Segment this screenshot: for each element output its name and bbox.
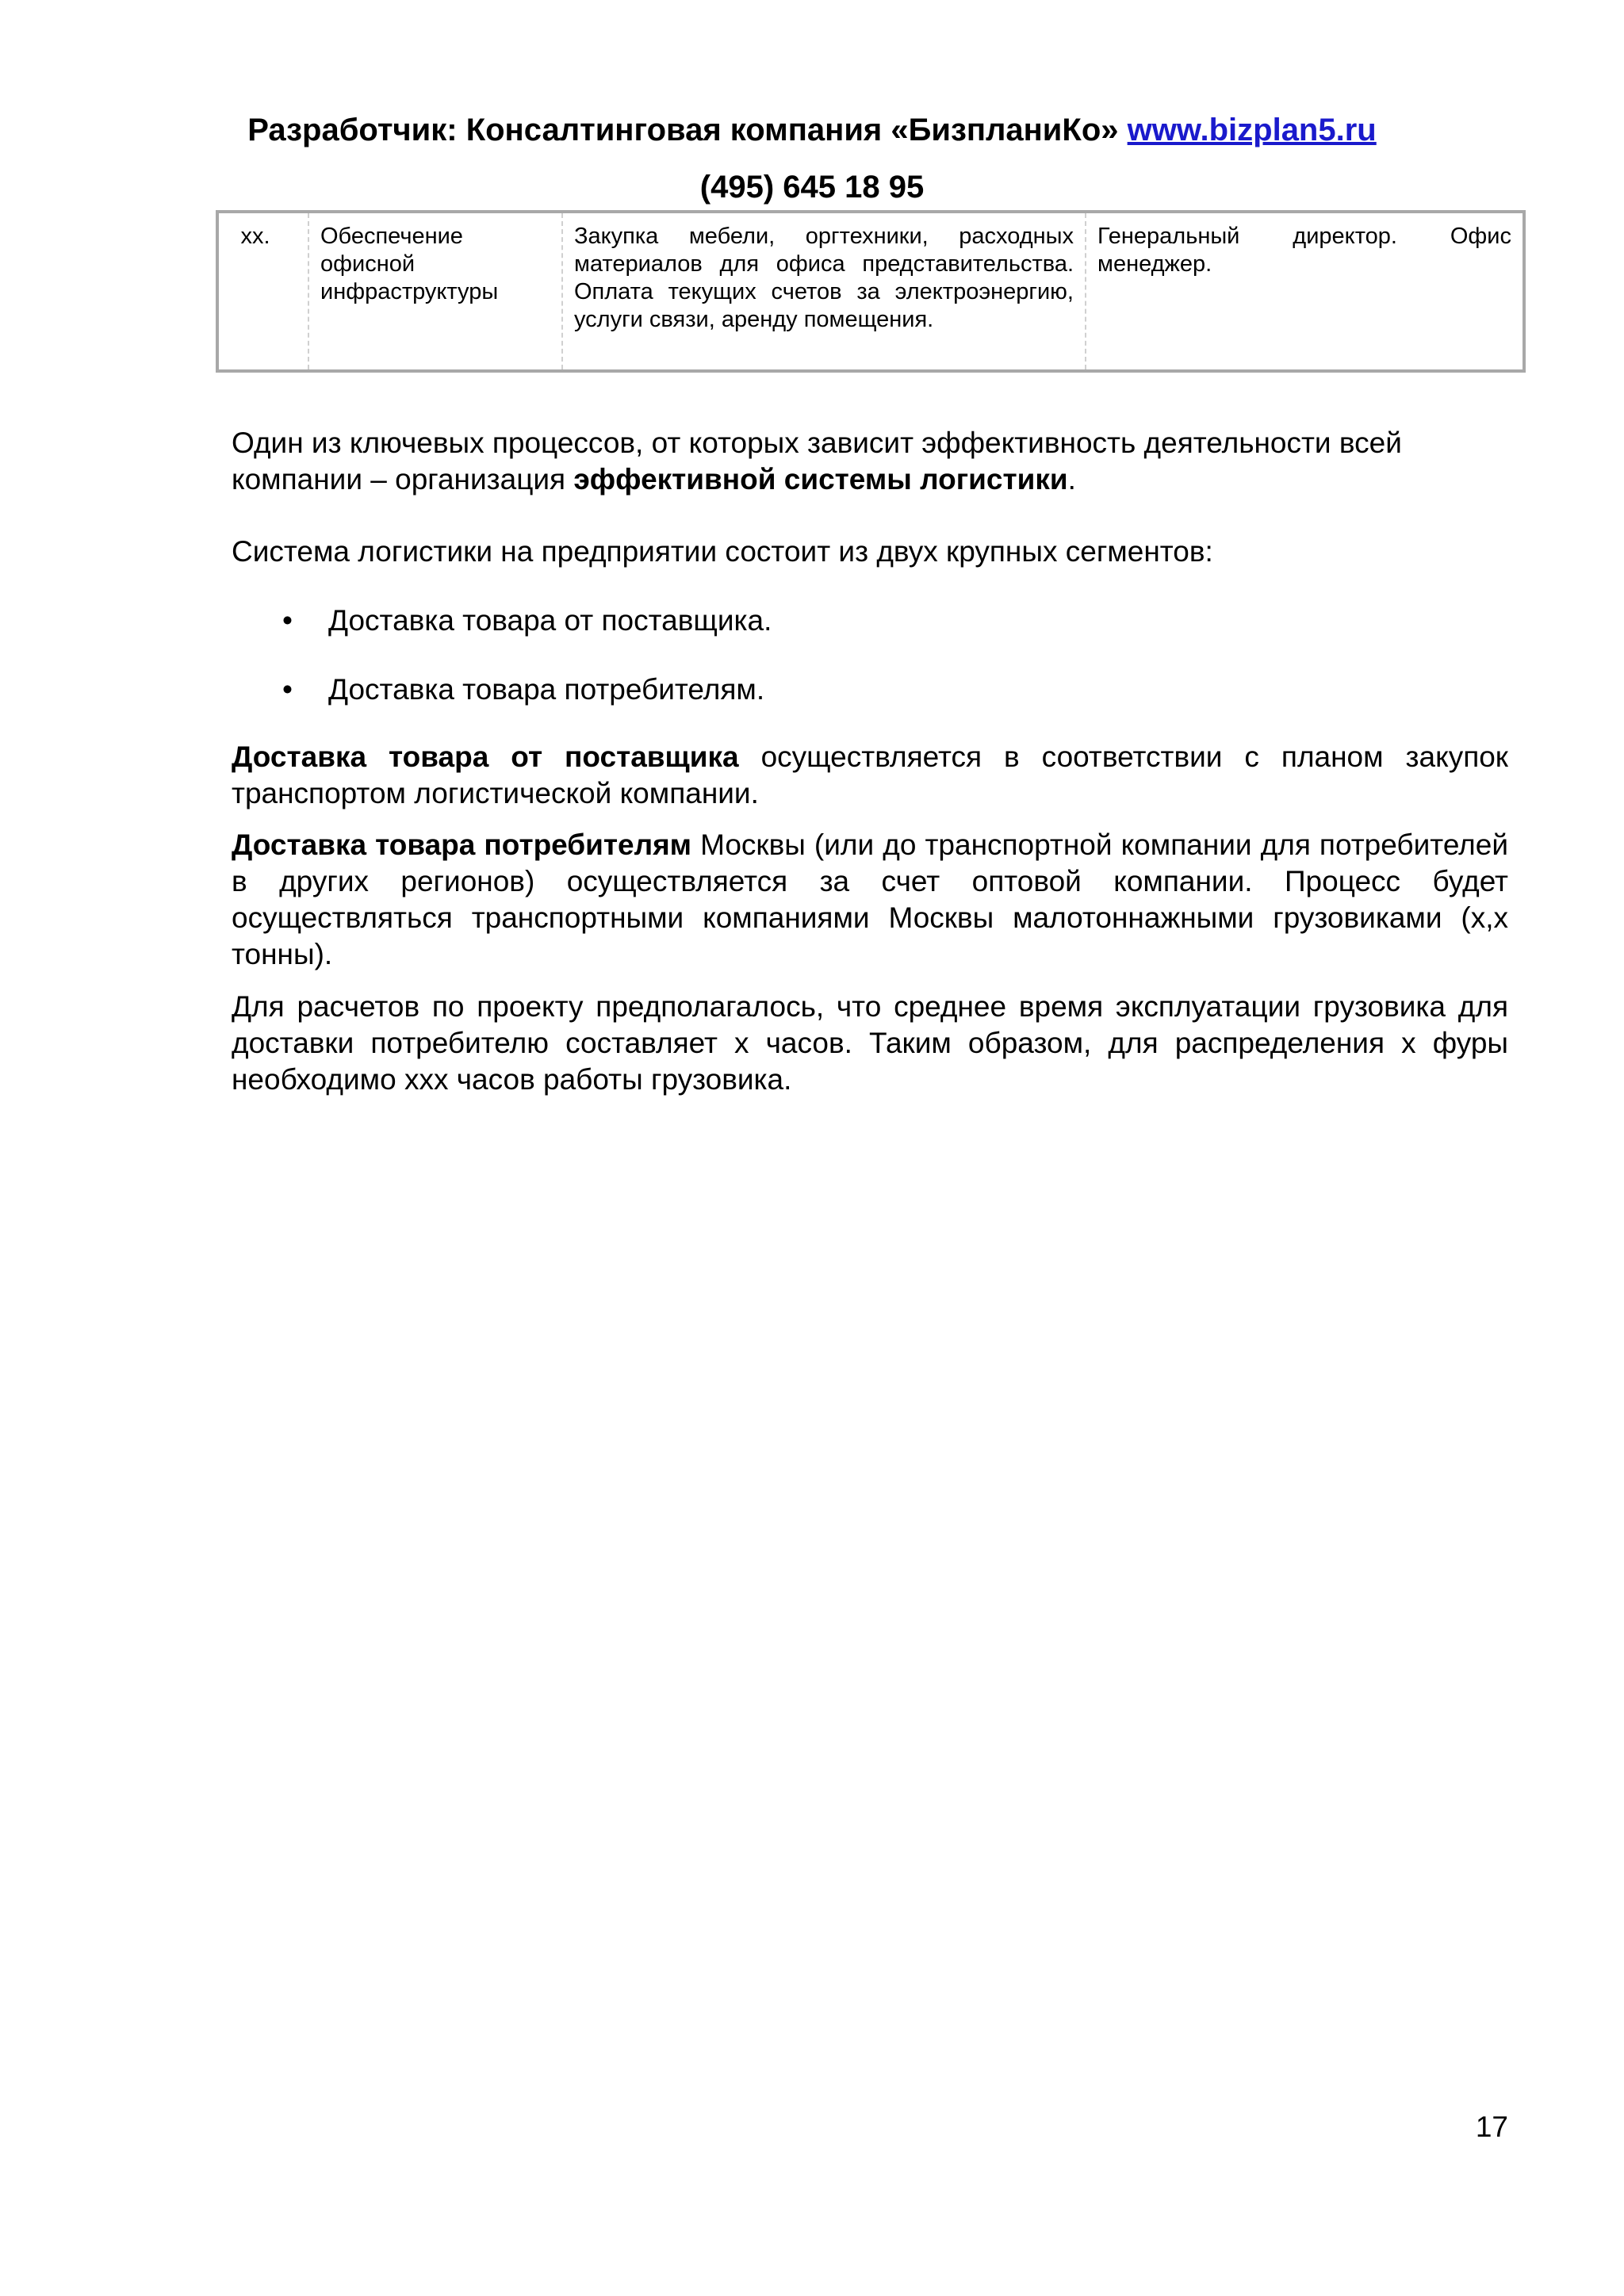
bullet-icon: • [282, 673, 293, 706]
paragraph-logistics-intro [232, 425, 1508, 498]
list-item: Доставка товара потребителям. [328, 673, 765, 706]
website-link[interactable]: www.bizplan5.ru [1127, 113, 1377, 147]
paragraph-consumer-delivery [232, 827, 1508, 973]
table-row [219, 213, 1522, 369]
list-item: Доставка товара от поставщика. [328, 604, 772, 637]
header-phone: (495) 645 18 95 [699, 170, 925, 205]
row-number-cell: хх. [240, 224, 270, 249]
page-header [0, 111, 1624, 149]
row-description-cell: Закупка мебели, оргтехники, расходных материалов для офиса представительства. Оплата текущих счетов за электроэнергию, услуги связи, аренду помещения. [562, 213, 1086, 369]
row-responsible-cell: Генеральный директор. Офис менеджер. [1086, 213, 1522, 369]
paragraph-text: осуществляется в соответствии с планом закупок транспортом логистической компании. [232, 740, 1508, 809]
paragraph-text: Один из ключевых процессов, от которых зависит эффективность деятельности всей компании – организация [232, 427, 1402, 496]
paragraph-bold-text: Доставка товара от поставщика [232, 740, 739, 773]
paragraph-text: Москвы (или до транспортной компании для потребителей в других регионов) осуществляется за счет оптовой компании. Процесс будет осуществляться транспортными компаниями Москвы малотоннажными грузовиками (х,х тонны). [232, 828, 1508, 970]
paragraph-calculation: Для расчетов по проекту предполагалось, что среднее время эксплуатации грузовика для доставки потребителю составляет х часов. Таким образом, для распределения х фуры необходимо ххх часов работы грузовика. [232, 990, 1508, 1096]
infrastructure-table [216, 210, 1526, 373]
paragraph-supplier-delivery [232, 739, 1508, 812]
paragraph-bold-text: эффективной системы логистики [573, 463, 1068, 496]
bullet-icon: • [282, 604, 293, 637]
paragraph-bold-text: Доставка товара потребителям [232, 828, 692, 861]
row-name-cell: Обеспечение офисной инфраструктуры [308, 213, 562, 369]
developer-label: Разработчик: Консалтинговая компания «БизпланиКо» [247, 113, 1119, 147]
paragraph-logistics-segments: Система логистики на предприятии состоит из двух крупных сегментов: [232, 535, 1213, 568]
page-number: 17 [1475, 2110, 1508, 2143]
paragraph-text-end: . [1067, 463, 1076, 496]
